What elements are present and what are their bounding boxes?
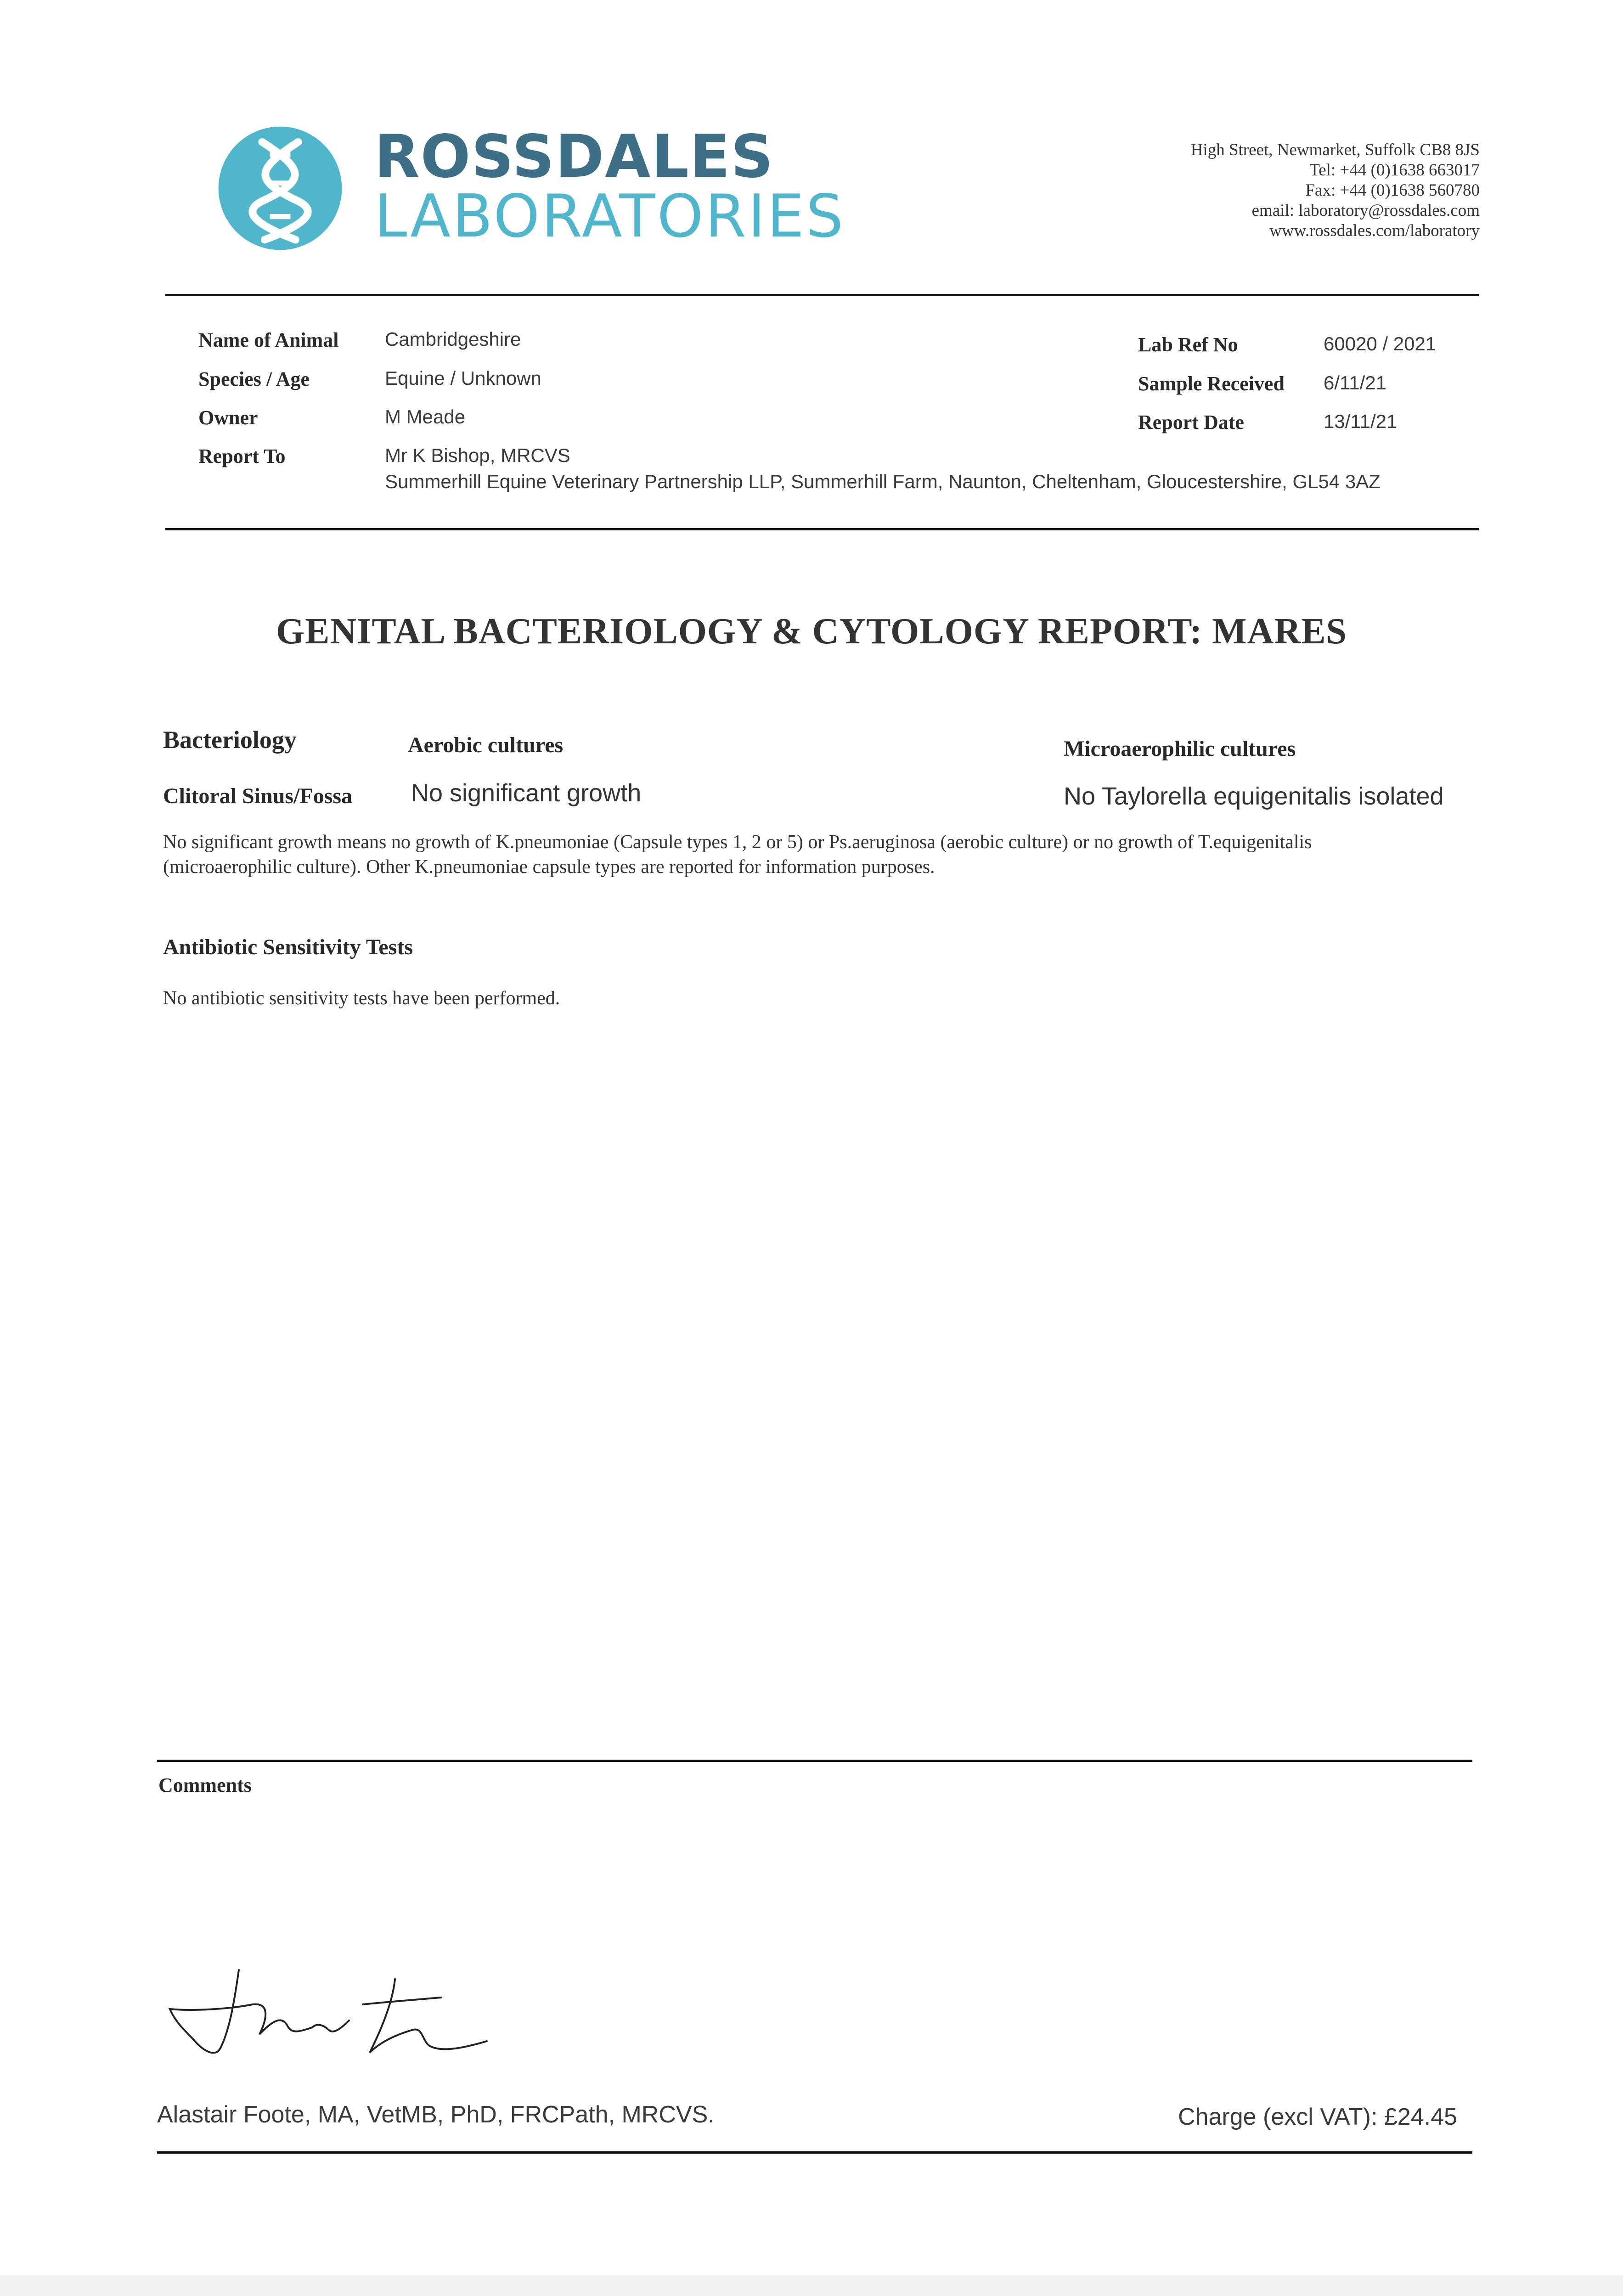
species-age-value: Equine / Unknown bbox=[385, 367, 541, 389]
culture-note-line1: No significant growth means no growth of K.pneumoniae (Capsule types 1, 2 or 5) or Ps.aeruginosa (aerobic culture) or no growth of T.equigenitalis bbox=[163, 832, 1312, 853]
lab-name-line1: ROSSDALES bbox=[374, 123, 774, 191]
report-to-name: Mr K Bishop, MRCVS bbox=[385, 445, 570, 466]
comments-divider bbox=[157, 1760, 1472, 1762]
species-age-label: Species / Age bbox=[198, 368, 310, 390]
animal-name-value: Cambridgeshire bbox=[385, 328, 521, 350]
charge-amount: Charge (excl VAT): £24.45 bbox=[1178, 2104, 1457, 2130]
lab-website: www.rossdales.com/laboratory bbox=[1269, 221, 1480, 240]
handwritten-signature bbox=[165, 1961, 505, 2076]
lab-tel: Tel: +44 (0)1638 663017 bbox=[1309, 161, 1480, 180]
lab-name-line2: LABORATORIES bbox=[374, 182, 845, 251]
owner-value: M Meade bbox=[385, 406, 466, 428]
microaerophilic-cultures-heading: Microaerophilic cultures bbox=[1064, 737, 1296, 761]
lab-email: email: laboratory@rossdales.com bbox=[1251, 201, 1480, 220]
ast-text: No antibiotic sensitivity tests have been performed. bbox=[163, 988, 560, 1009]
dna-logo-icon bbox=[216, 124, 344, 253]
lab-fax: Fax: +44 (0)1638 560780 bbox=[1305, 181, 1480, 200]
lab-address: High Street, Newmarket, Suffolk CB8 8JS bbox=[1190, 141, 1480, 159]
report-to-label: Report To bbox=[198, 445, 286, 467]
aerobic-result: No significant growth bbox=[411, 779, 642, 807]
comments-heading: Comments bbox=[158, 1774, 252, 1796]
header-divider bbox=[165, 294, 1479, 296]
report-date-value: 13/11/21 bbox=[1324, 411, 1398, 432]
lab-contact-block bbox=[1191, 140, 1480, 241]
owner-label: Owner bbox=[198, 406, 258, 429]
scan-edge bbox=[0, 2275, 1623, 2296]
sample-site-label: Clitoral Sinus/Fossa bbox=[163, 784, 353, 808]
sample-received-value: 6/11/21 bbox=[1324, 372, 1387, 394]
lab-ref-value: 60020 / 2021 bbox=[1324, 333, 1437, 355]
report-title: GENITAL BACTERIOLOGY & CYTOLOGY REPORT: MARES bbox=[276, 611, 1347, 652]
bacteriology-heading: Bacteriology bbox=[163, 726, 297, 754]
report-to-address: Summerhill Equine Veterinary Partnership LLP, Summerhill Farm, Naunton, Cheltenham, Gloucestershire, GL54 3AZ bbox=[385, 471, 1381, 492]
animal-name-label: Name of Animal bbox=[198, 329, 339, 351]
aerobic-cultures-heading: Aerobic cultures bbox=[408, 733, 564, 757]
details-divider bbox=[165, 528, 1479, 530]
footer-divider bbox=[157, 2151, 1472, 2154]
report-date-label: Report Date bbox=[1138, 411, 1244, 433]
culture-note-line2: (microaerophilic culture). Other K.pneumoniae capsule types are reported for information purposes. bbox=[163, 856, 935, 878]
signatory-name: Alastair Foote, MA, VetMB, PhD, FRCPath, MRCVS. bbox=[157, 2101, 715, 2128]
lab-ref-label: Lab Ref No bbox=[1138, 333, 1238, 356]
microaerophilic-result: No Taylorella equigenitalis isolated bbox=[1064, 782, 1444, 810]
ast-heading: Antibiotic Sensitivity Tests bbox=[163, 935, 413, 959]
sample-received-label: Sample Received bbox=[1138, 372, 1285, 395]
